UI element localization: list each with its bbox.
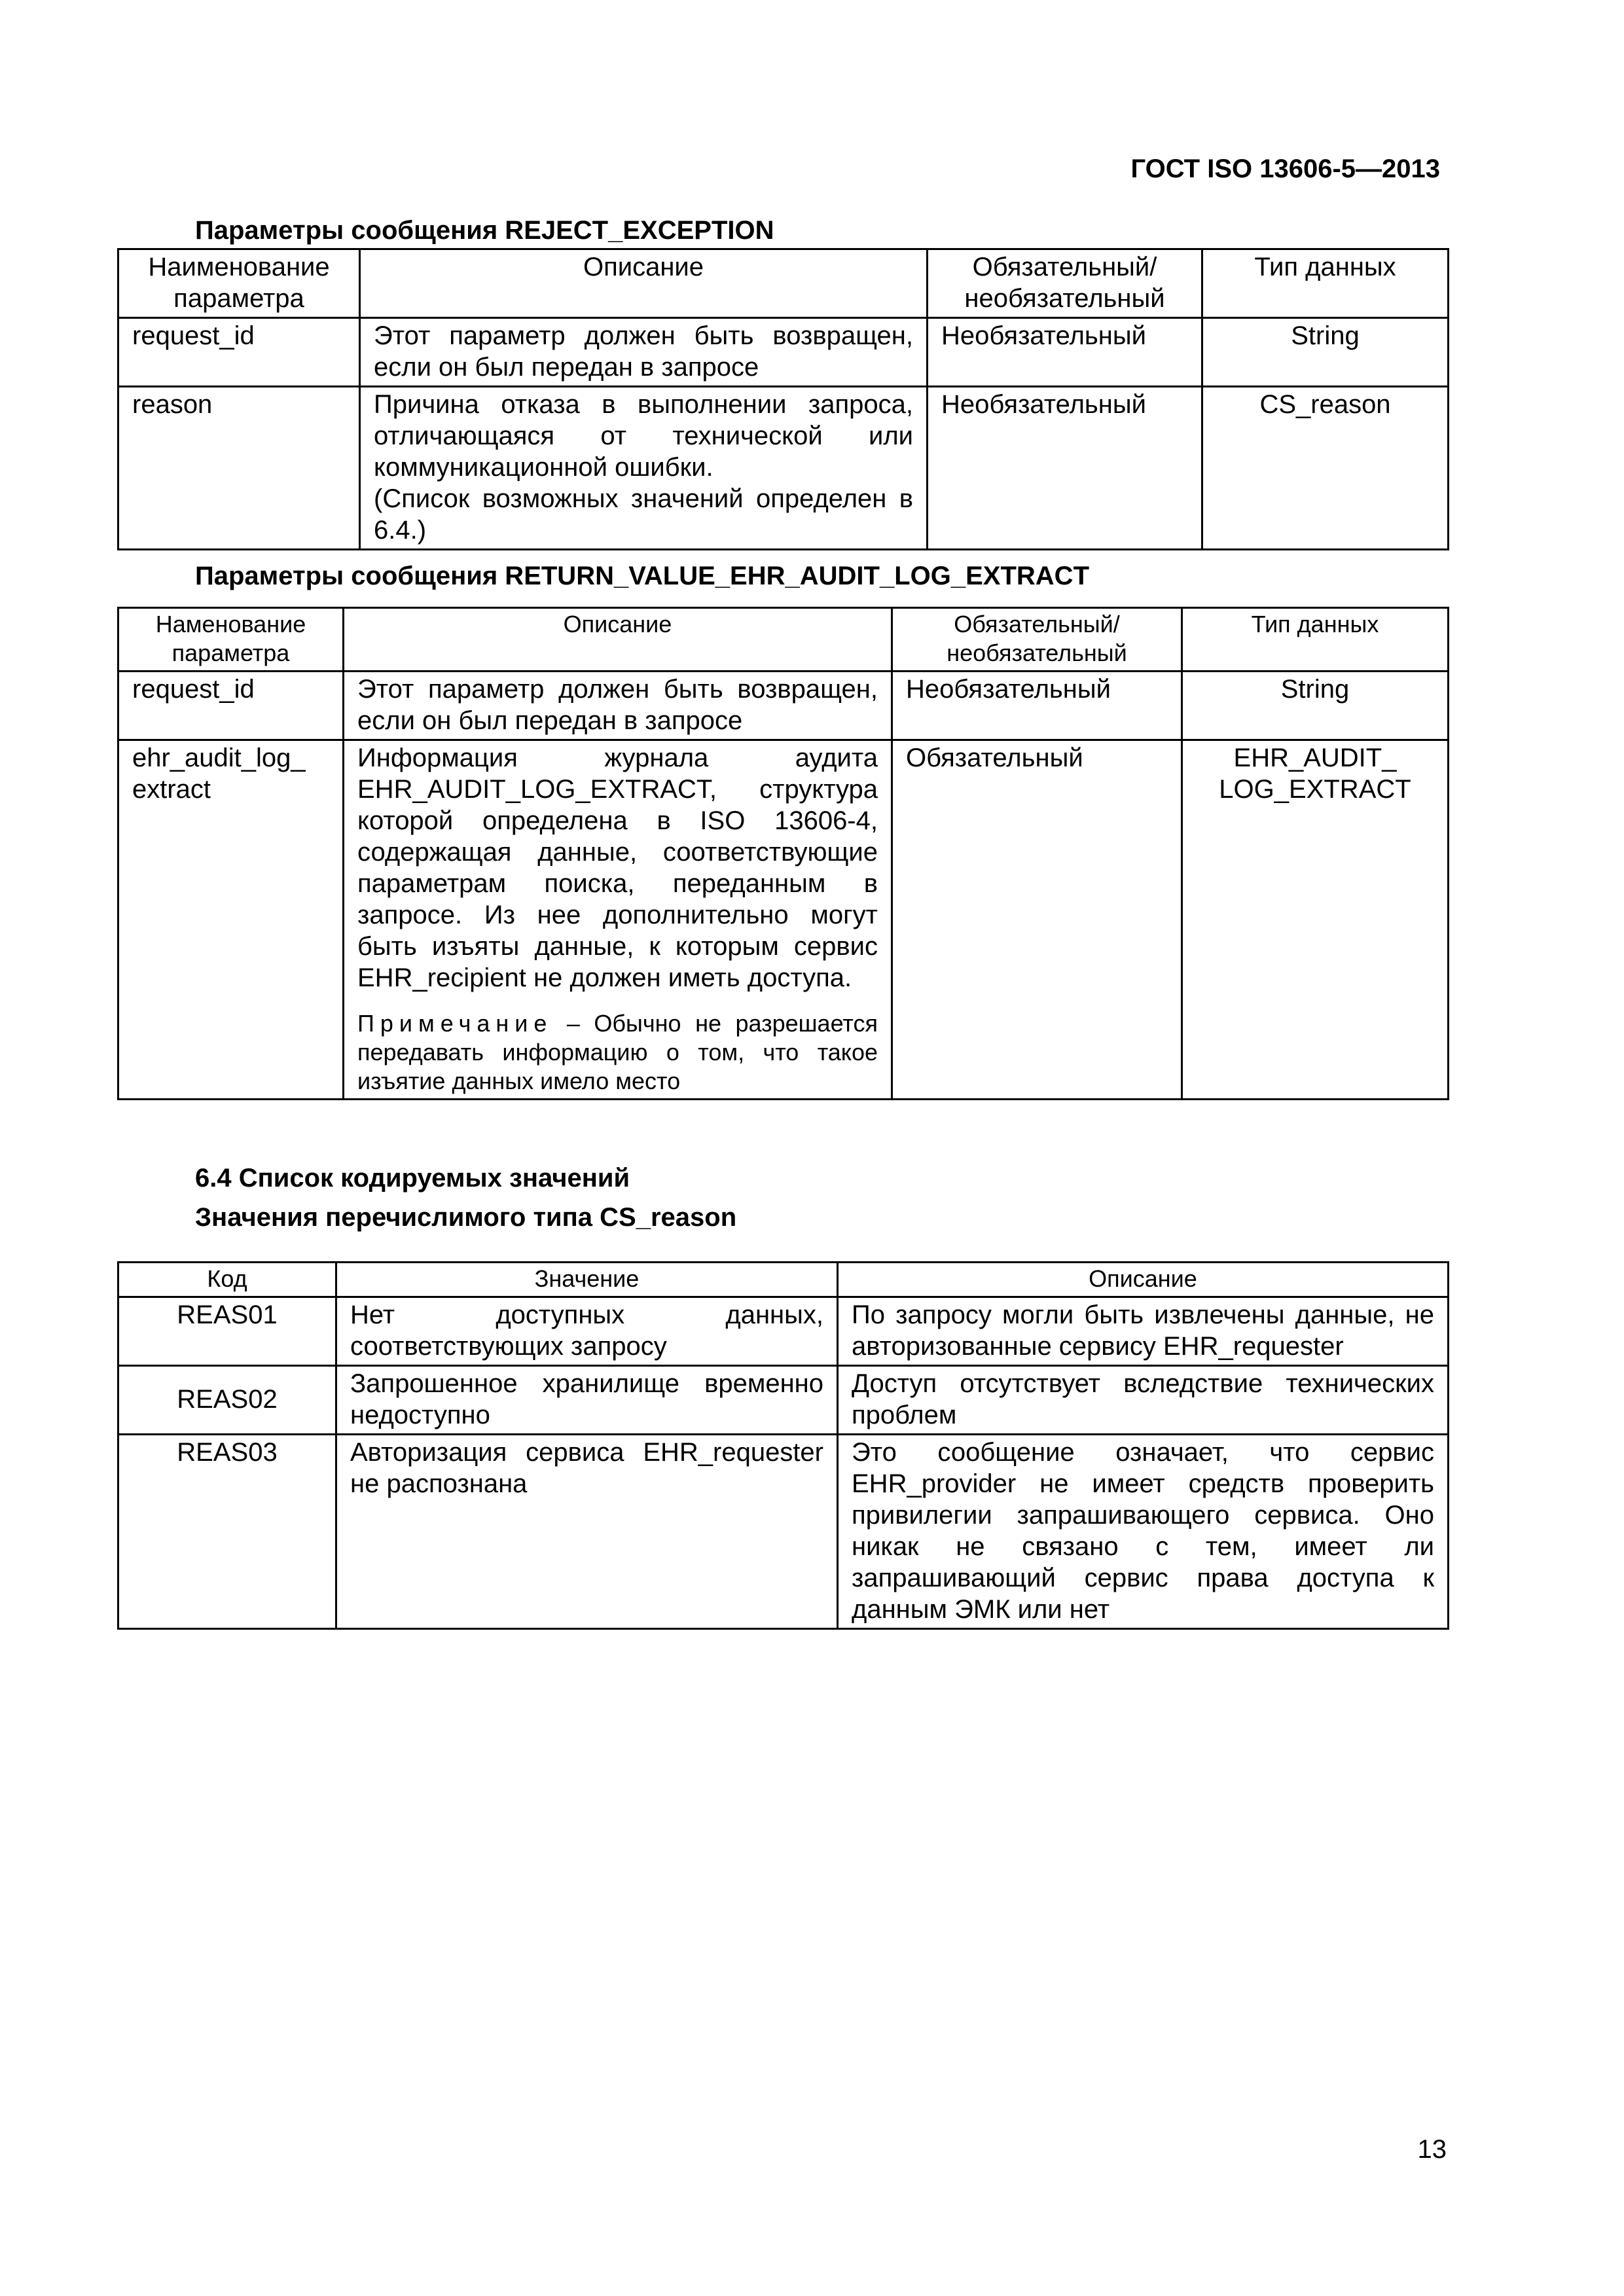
note xyxy=(357,1009,878,1096)
return-value-audit-log-table xyxy=(117,607,1449,1100)
parameter-name: request_id xyxy=(118,672,344,740)
page-number: 13 xyxy=(1417,2135,1447,2164)
value-description: Это сообщение означает, что сервис EHR_provider не имеет средств проверить привилегии запрашивающего сервиса. Оно никак не связано с тем, имеет ли запрашивающий сервис права доступа к данным ЭМК или нет xyxy=(838,1435,1449,1629)
column-header: Описание xyxy=(360,249,928,318)
note-text: – Обычно не разрешается передавать информацию о том, что такое изъятие данных имело место xyxy=(357,1010,878,1094)
parameter-obligation: Необязательный xyxy=(928,387,1202,550)
parameter-name: ehr_audit_log_ extract xyxy=(118,740,344,1100)
value-meaning: Нет доступных данных, соответствующих запросу xyxy=(336,1297,838,1366)
table1-caption: Параметры сообщения REJECT_EXCEPTION xyxy=(195,216,774,245)
parameter-description: Причина отказа в выполнении запроса, отличающаяся от технической или коммуникационной ошибки. xyxy=(374,390,913,482)
parameter-description-cell xyxy=(344,740,892,1100)
parameter-description-extra: (Список возможных значений определен в 6.4.) xyxy=(374,484,913,545)
parameter-type: String xyxy=(1202,318,1449,387)
table-row xyxy=(118,1435,1449,1629)
parameter-obligation: Обязательный xyxy=(892,740,1182,1100)
parameter-type: EHR_AUDIT_ LOG_EXTRACT xyxy=(1182,740,1449,1100)
parameter-description: Информация журнала аудита EHR_AUDIT_LOG_EXTRACT, структура которой определена в ISO 13606-4, содержащая данные, соответствующие параметрам поиска, переданным в запросе. Из нее дополнительно могут быть изъяты данные, к которым сервис EHR_recipient не должен иметь доступа. xyxy=(357,744,878,992)
table-row xyxy=(118,1297,1449,1366)
table-row xyxy=(118,672,1449,740)
column-header: Код xyxy=(118,1263,336,1297)
table-header-row xyxy=(118,1263,1449,1297)
table-header-row xyxy=(118,608,1449,672)
parameter-obligation: Необязательный xyxy=(928,318,1202,387)
parameter-obligation: Необязательный xyxy=(892,672,1182,740)
table-row xyxy=(118,1366,1449,1435)
column-header: Описание xyxy=(838,1263,1449,1297)
value-code: REAS03 xyxy=(118,1435,336,1629)
column-header: Тип данных xyxy=(1202,249,1449,318)
reject-exception-table xyxy=(117,248,1449,550)
column-header: Описание xyxy=(344,608,892,672)
table-row xyxy=(118,740,1449,1100)
note-label: Примечание xyxy=(357,1010,553,1037)
column-header: Значение xyxy=(336,1263,838,1297)
parameter-name: request_id xyxy=(118,318,360,387)
column-header: Обязательный/ необязательный xyxy=(892,608,1182,672)
section-heading: 6.4 Список кодируемых значений xyxy=(195,1164,630,1193)
value-meaning: Авторизация сервиса EHR_requester не распознана xyxy=(336,1435,838,1629)
cs-reason-values-table xyxy=(117,1261,1449,1630)
table-header-row xyxy=(118,249,1449,318)
parameter-type: String xyxy=(1182,672,1449,740)
parameter-name: reason xyxy=(118,387,360,550)
value-description: По запросу могли быть извлечены данные, не авторизованные сервису EHR_requester xyxy=(838,1297,1449,1366)
standard-designation: ГОСТ ISO 13606-5—2013 xyxy=(1130,154,1440,183)
parameter-description: Этот параметр должен быть возвращен, если он был передан в запросе xyxy=(360,318,928,387)
value-meaning: Запрошенное хранилище временно недоступно xyxy=(336,1366,838,1435)
column-header: Тип данных xyxy=(1182,608,1449,672)
column-header: Наименование параметра xyxy=(118,249,360,318)
parameter-description: Этот параметр должен быть возвращен, если он был передан в запросе xyxy=(344,672,892,740)
value-code: REAS01 xyxy=(118,1297,336,1366)
parameter-description-cell xyxy=(360,387,928,550)
table-row xyxy=(118,318,1449,387)
column-header: Наменование параметра xyxy=(118,608,344,672)
value-code: REAS02 xyxy=(118,1366,336,1435)
column-header: Обязательный/ необязательный xyxy=(928,249,1202,318)
section-subheading: Значения перечислимого типа CS_reason xyxy=(195,1203,737,1232)
value-description: Доступ отсутствует вследствие технических проблем xyxy=(838,1366,1449,1435)
table-row xyxy=(118,387,1449,550)
parameter-type: CS_reason xyxy=(1202,387,1449,550)
table2-caption: Параметры сообщения RETURN_VALUE_EHR_AUDIT_LOG_EXTRACT xyxy=(195,562,1089,590)
